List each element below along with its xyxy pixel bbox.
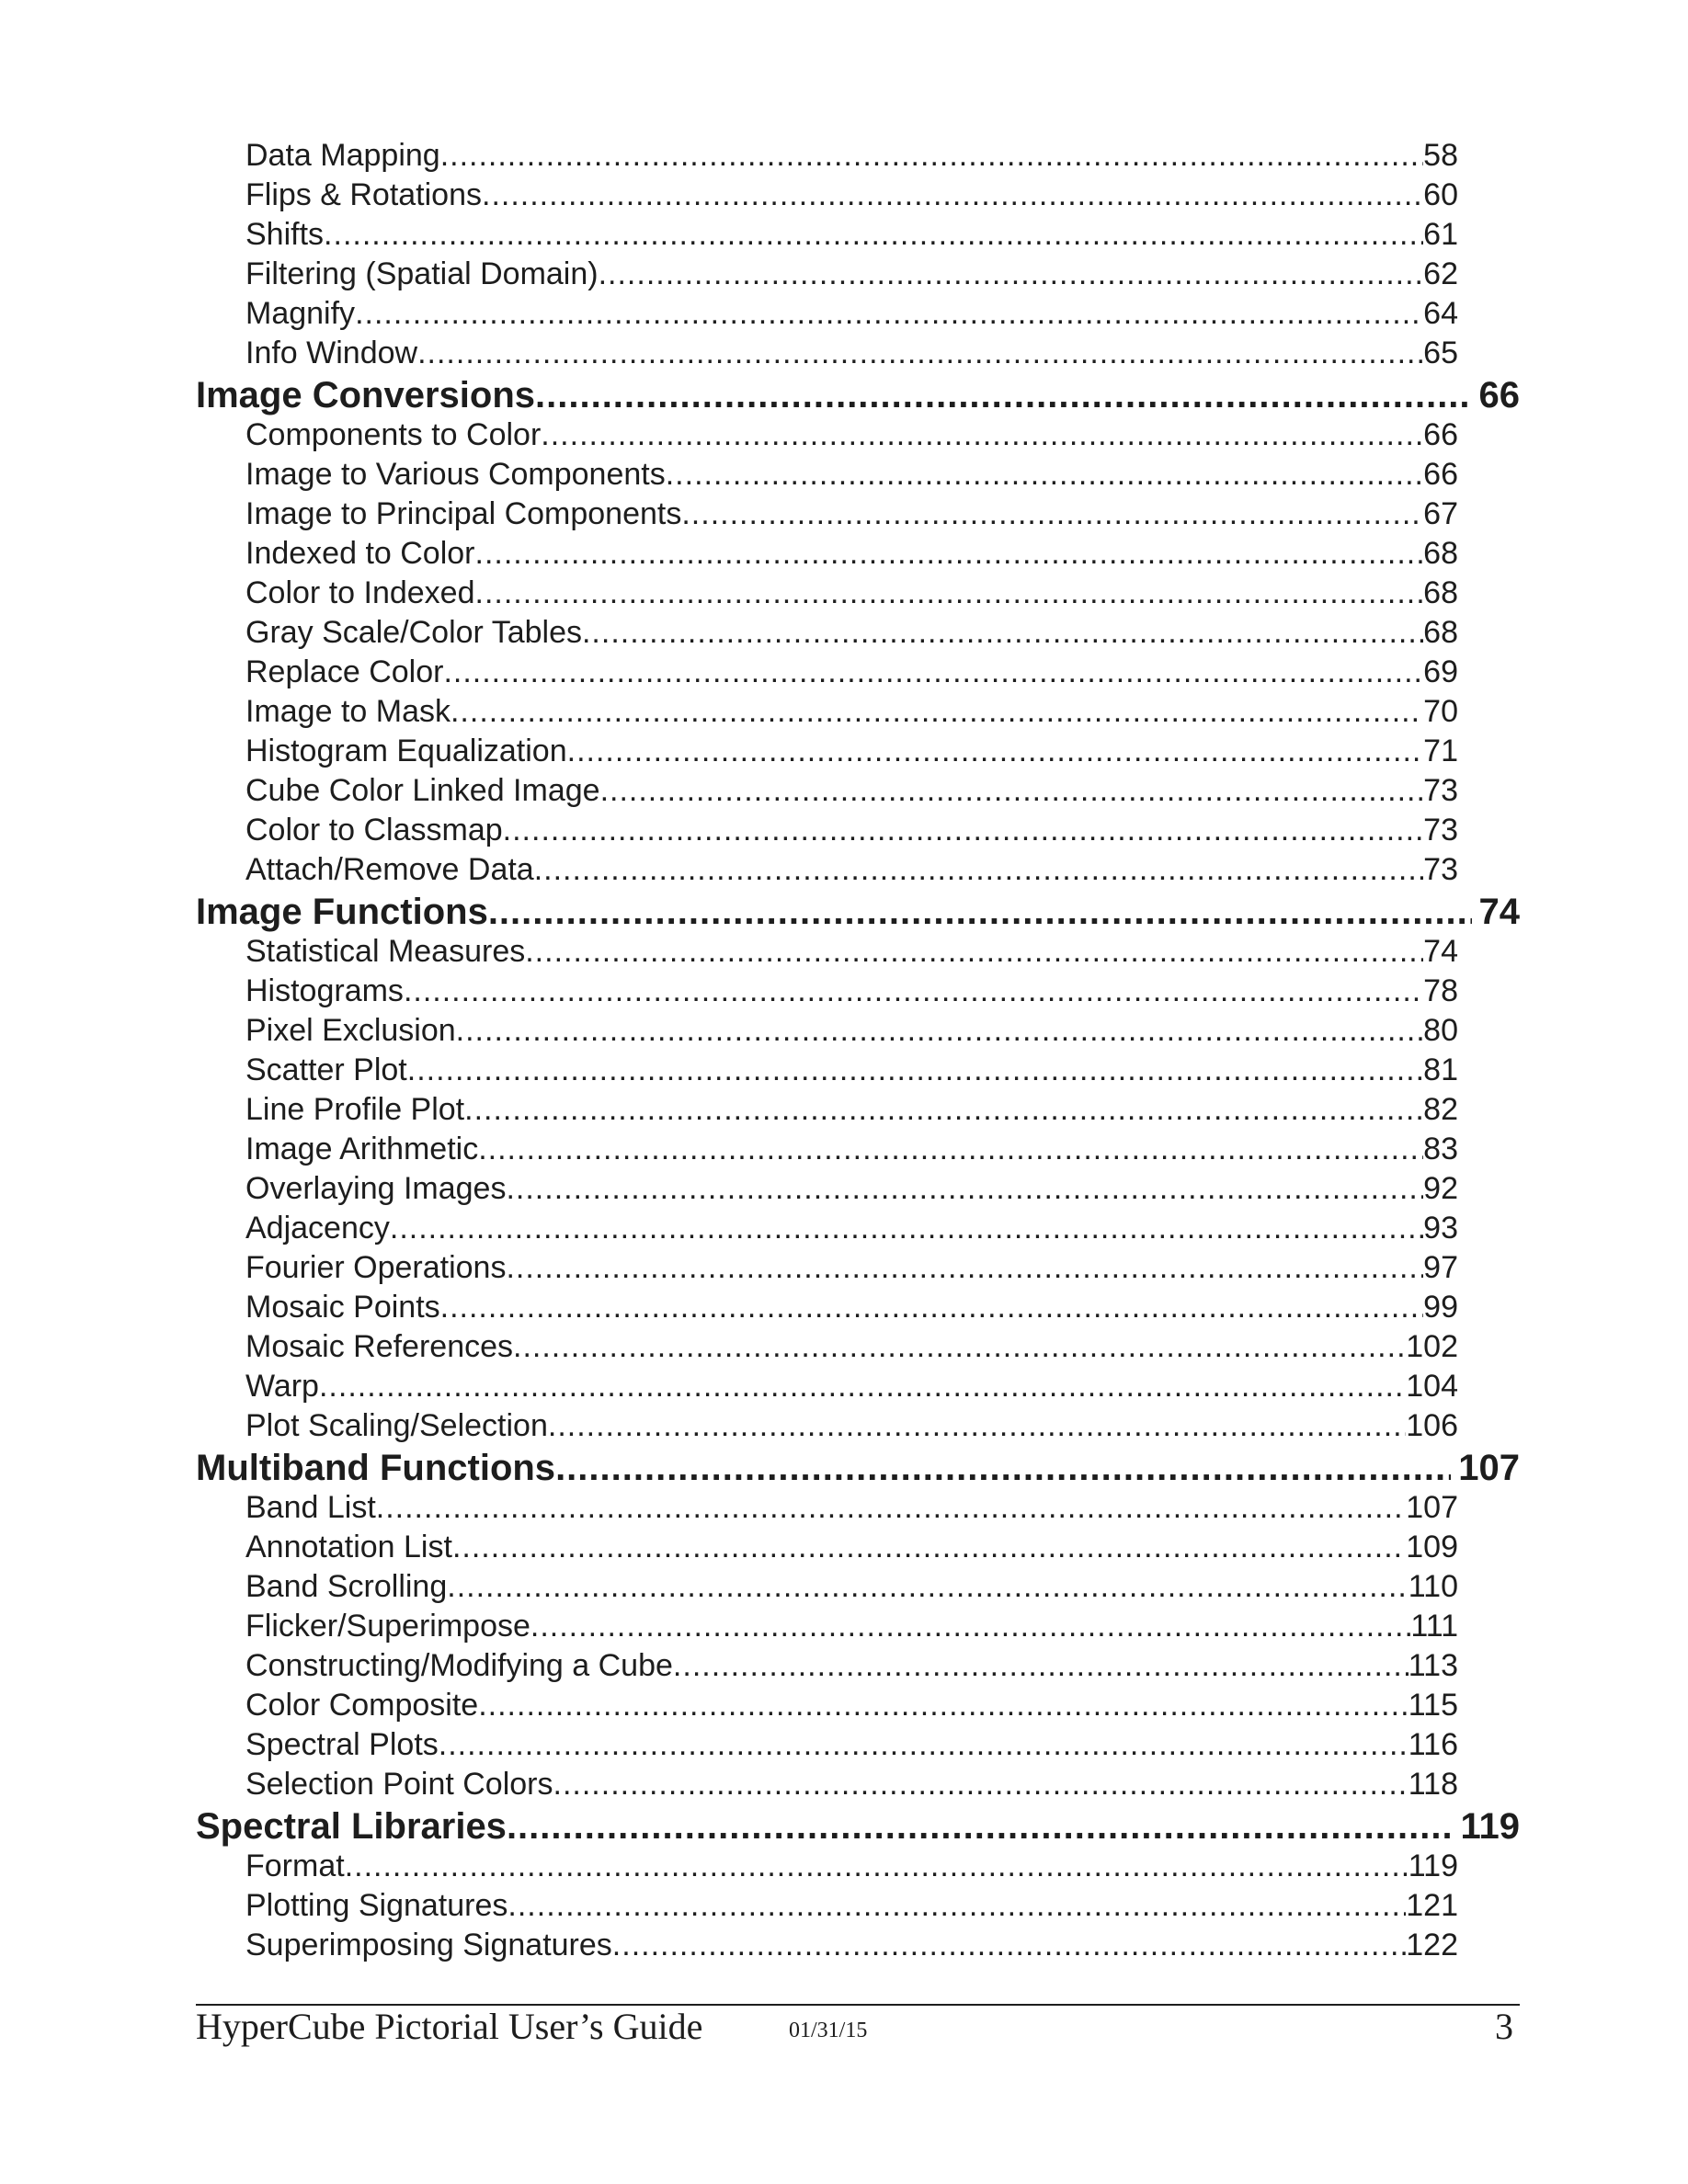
dot-leader — [456, 1013, 1424, 1049]
toc-entry-page-number: 69 — [1423, 654, 1458, 689]
toc-subsection-entry — [245, 177, 1458, 217]
toc-entry-title: Fourier Operations — [245, 1250, 507, 1285]
toc-subsection-entry — [245, 1250, 1458, 1290]
toc-entry-page-number: 62 — [1423, 256, 1458, 291]
toc-entry-title: Scatter Plot — [245, 1052, 407, 1087]
dot-leader — [506, 1250, 1423, 1286]
dot-leader — [541, 417, 1423, 453]
toc-entry-title: Line Profile Plot — [245, 1092, 465, 1127]
dot-leader — [666, 457, 1423, 493]
toc-subsection-entry — [245, 734, 1458, 773]
toc-entry-title: Color to Classmap — [245, 813, 503, 847]
dot-leader — [447, 1569, 1409, 1605]
toc-entry-page-number: 73 — [1423, 852, 1458, 887]
toc-entry-title: Mosaic References — [245, 1329, 514, 1364]
dot-leader — [525, 934, 1423, 970]
toc-subsection-entry — [245, 1767, 1458, 1806]
dot-leader — [503, 813, 1424, 848]
footer-page-number: 3 — [1495, 2006, 1513, 2047]
dot-leader — [324, 217, 1423, 253]
toc-subsection-entry — [245, 575, 1458, 615]
dot-leader — [440, 1290, 1424, 1325]
toc-entry-page-number: 115 — [1408, 1688, 1458, 1723]
toc-entry-title: Plot Scaling/Selection — [245, 1408, 548, 1443]
toc-entry-page-number: 107 — [1406, 1490, 1458, 1525]
toc-entry-title: Format — [245, 1848, 345, 1883]
dot-leader — [464, 1092, 1423, 1128]
dot-leader — [553, 1767, 1409, 1803]
toc-entry-page-number: 102 — [1406, 1329, 1458, 1364]
dot-leader — [534, 852, 1423, 888]
dot-leader — [548, 1408, 1406, 1444]
toc-entry-title: Plotting Signatures — [245, 1888, 508, 1923]
toc-subsection-entry — [245, 654, 1458, 694]
toc-entry-title: Overlaying Images — [245, 1171, 507, 1206]
toc-entry-title: Pixel Exclusion — [245, 1013, 456, 1048]
toc-entry-page-number: 122 — [1406, 1928, 1458, 1962]
toc-subsection-entry — [245, 1848, 1458, 1888]
dot-leader — [535, 375, 1471, 416]
toc-entry-page-number: 68 — [1423, 615, 1458, 650]
dot-leader — [478, 1132, 1423, 1167]
toc-entry-page-number: 60 — [1423, 177, 1458, 212]
toc-entry-page-number: 110 — [1408, 1569, 1458, 1604]
dot-leader — [507, 1806, 1454, 1848]
toc-subsection-entry — [245, 852, 1458, 892]
toc-entry-title: Data Mapping — [245, 138, 440, 173]
toc-subsection-entry — [245, 1648, 1458, 1688]
toc-subsection-entry — [245, 1132, 1458, 1171]
toc-entry-title: Image to Various Components — [245, 457, 666, 492]
toc-entry-title: Adjacency — [245, 1211, 390, 1246]
toc-subsection-entry — [245, 1928, 1458, 1967]
toc-entry-title: Components to Color — [245, 417, 542, 452]
dot-leader — [582, 615, 1423, 651]
toc-entry-page-number: 61 — [1423, 217, 1458, 252]
toc-entry-page-number: 71 — [1423, 734, 1458, 768]
toc-subsection-entry — [245, 1569, 1458, 1609]
toc-entry-page-number: 81 — [1423, 1052, 1458, 1087]
dot-leader — [440, 138, 1423, 174]
toc-entry-page-number: 68 — [1423, 536, 1458, 571]
footer-date: 01/31/15 — [789, 2019, 868, 2042]
toc-entry-page-number: 82 — [1423, 1092, 1458, 1127]
toc-entry-title: Band List — [245, 1490, 376, 1525]
toc-entry-page-number: 66 — [1423, 457, 1458, 492]
toc-entry-page-number: 118 — [1408, 1767, 1458, 1802]
dot-leader — [390, 1211, 1423, 1246]
toc-entry-title: Image Conversions — [196, 375, 536, 415]
dot-leader — [355, 296, 1423, 332]
toc-entry-title: Attach/Remove Data — [245, 852, 534, 887]
toc-entry-title: Annotation List — [245, 1530, 452, 1564]
toc-entry-page-number: 121 — [1406, 1888, 1458, 1923]
toc-entry-title: Spectral Libraries — [196, 1806, 507, 1847]
toc-entry-title: Gray Scale/Color Tables — [245, 615, 582, 650]
dot-leader — [506, 1171, 1423, 1207]
toc-entry-title: Info Window — [245, 336, 418, 370]
toc-subsection-entry — [245, 457, 1458, 496]
toc-subsection-entry — [245, 1211, 1458, 1250]
toc-subsection-entry — [245, 1329, 1458, 1369]
toc-entry-page-number: 74 — [1423, 934, 1458, 969]
toc-subsection-entry — [245, 1013, 1458, 1052]
toc-entry-title: Filtering (Spatial Domain) — [245, 256, 599, 291]
toc-entry-title: Histograms — [245, 973, 404, 1008]
toc-entry-page-number: 65 — [1423, 336, 1458, 370]
dot-leader — [404, 973, 1423, 1009]
toc-entry-page-number: 107 — [1458, 1448, 1520, 1488]
toc-subsection-entry — [245, 934, 1458, 973]
toc-subsection-entry — [245, 417, 1458, 457]
toc-entry-title: Shifts — [245, 217, 325, 252]
toc-subsection-entry — [245, 813, 1458, 852]
dot-leader — [475, 536, 1424, 572]
toc-subsection-entry — [245, 1171, 1458, 1211]
toc-entry-title: Magnify — [245, 296, 356, 331]
toc-entry-title: Color Composite — [245, 1688, 479, 1723]
toc-subsection-entry — [245, 336, 1458, 375]
toc-entry-page-number: 104 — [1406, 1369, 1458, 1404]
toc-entry-title: Multiband Functions — [196, 1448, 556, 1488]
dot-leader — [530, 1609, 1410, 1644]
toc-entry-page-number: 109 — [1406, 1530, 1458, 1564]
dot-leader — [681, 496, 1423, 532]
toc-entry-title: Image Arithmetic — [245, 1132, 479, 1166]
toc-entry-title: Cube Color Linked Image — [245, 773, 600, 808]
toc-subsection-entry — [245, 217, 1458, 256]
toc-entry-page-number: 78 — [1423, 973, 1458, 1008]
dot-leader — [407, 1052, 1423, 1088]
dot-leader — [319, 1369, 1406, 1405]
toc-entry-page-number: 73 — [1423, 813, 1458, 847]
toc-entry-title: Image Functions — [196, 892, 488, 932]
dot-leader — [478, 1688, 1409, 1723]
toc-subsection-entry — [245, 615, 1458, 654]
dot-leader — [417, 336, 1423, 371]
dot-leader — [599, 256, 1424, 292]
toc-subsection-entry — [245, 1727, 1458, 1767]
toc-entry-page-number: 64 — [1423, 296, 1458, 331]
toc-subsection-entry — [245, 1092, 1458, 1132]
toc-subsection-entry — [245, 1609, 1458, 1648]
toc-entry-page-number: 67 — [1423, 496, 1458, 531]
toc-subsection-entry — [245, 1408, 1458, 1448]
dot-leader — [475, 575, 1424, 611]
toc-entry-title: Band Scrolling — [245, 1569, 448, 1604]
toc-entry-title: Mosaic Points — [245, 1290, 440, 1325]
toc-entry-page-number: 97 — [1423, 1250, 1458, 1285]
dot-leader — [513, 1329, 1406, 1365]
toc-subsection-entry — [245, 1369, 1458, 1408]
toc-entry-title: Flips & Rotations — [245, 177, 482, 212]
toc-entry-title: Statistical Measures — [245, 934, 526, 969]
dot-leader — [451, 694, 1423, 730]
dot-leader — [376, 1490, 1407, 1526]
toc-entry-page-number: 99 — [1423, 1290, 1458, 1325]
toc-subsection-entry — [245, 1052, 1458, 1092]
toc-entry-page-number: 80 — [1423, 1013, 1458, 1048]
toc-section-entry — [196, 1448, 1520, 1490]
toc-subsection-entry — [245, 1688, 1458, 1727]
toc-entry-title: Color to Indexed — [245, 575, 475, 610]
dot-leader — [482, 177, 1423, 213]
toc-subsection-entry — [245, 694, 1458, 734]
toc-entry-title: Selection Point Colors — [245, 1767, 553, 1802]
dot-leader — [508, 1888, 1406, 1924]
dot-leader — [452, 1530, 1406, 1565]
toc-subsection-entry — [245, 296, 1458, 336]
toc-entry-page-number: 111 — [1410, 1609, 1458, 1644]
toc-entry-page-number: 66 — [1478, 375, 1520, 415]
toc-subsection-entry — [245, 1888, 1458, 1928]
toc-subsection-entry — [245, 536, 1458, 575]
toc-entry-page-number: 58 — [1423, 138, 1458, 173]
toc-entry-title: Indexed to Color — [245, 536, 475, 571]
toc-entry-page-number: 106 — [1406, 1408, 1458, 1443]
dot-leader — [345, 1848, 1409, 1884]
toc-entry-title: Image to Principal Components — [245, 496, 682, 531]
toc-entry-title: Histogram Equalization — [245, 734, 567, 768]
toc-entry-page-number: 73 — [1423, 773, 1458, 808]
toc-entry-page-number: 83 — [1423, 1132, 1458, 1166]
toc-entry-page-number: 66 — [1423, 417, 1458, 452]
toc-entry-page-number: 92 — [1423, 1171, 1458, 1206]
toc-entry-page-number: 113 — [1408, 1648, 1458, 1683]
toc-subsection-entry — [245, 1530, 1458, 1569]
toc-subsection-entry — [245, 256, 1458, 296]
toc-section-entry — [196, 375, 1520, 417]
table-of-contents — [196, 138, 1520, 1967]
toc-entry-page-number: 70 — [1423, 694, 1458, 729]
toc-entry-title: Replace Color — [245, 654, 444, 689]
dot-leader — [673, 1648, 1409, 1684]
dot-leader — [600, 773, 1424, 809]
dot-leader — [567, 734, 1424, 769]
toc-entry-page-number: 74 — [1478, 892, 1520, 932]
toc-entry-title: Flicker/Superimpose — [245, 1609, 530, 1644]
toc-section-entry — [196, 1806, 1520, 1848]
toc-subsection-entry — [245, 773, 1458, 813]
dot-leader — [439, 1727, 1409, 1763]
toc-subsection-entry — [245, 138, 1458, 177]
toc-entry-title: Image to Mask — [245, 694, 451, 729]
toc-entry-title: Constructing/Modifying a Cube — [245, 1648, 673, 1683]
toc-subsection-entry — [245, 1290, 1458, 1329]
toc-subsection-entry — [245, 1490, 1458, 1530]
toc-entry-page-number: 119 — [1408, 1848, 1458, 1883]
toc-entry-title: Warp — [245, 1369, 319, 1404]
toc-entry-page-number: 93 — [1423, 1211, 1458, 1246]
toc-section-entry — [196, 892, 1520, 934]
toc-subsection-entry — [245, 973, 1458, 1013]
toc-entry-page-number: 68 — [1423, 575, 1458, 610]
toc-entry-title: Spectral Plots — [245, 1727, 439, 1762]
toc-subsection-entry — [245, 496, 1458, 536]
footer-guide-title: HyperCube Pictorial User’s Guide — [196, 2006, 703, 2047]
dot-leader — [443, 654, 1423, 690]
toc-entry-title: Superimposing Signatures — [245, 1928, 612, 1962]
toc-entry-page-number: 119 — [1460, 1806, 1520, 1847]
dot-leader — [488, 892, 1472, 933]
dot-leader — [612, 1928, 1406, 1963]
dot-leader — [555, 1448, 1451, 1489]
toc-entry-page-number: 116 — [1408, 1727, 1458, 1762]
